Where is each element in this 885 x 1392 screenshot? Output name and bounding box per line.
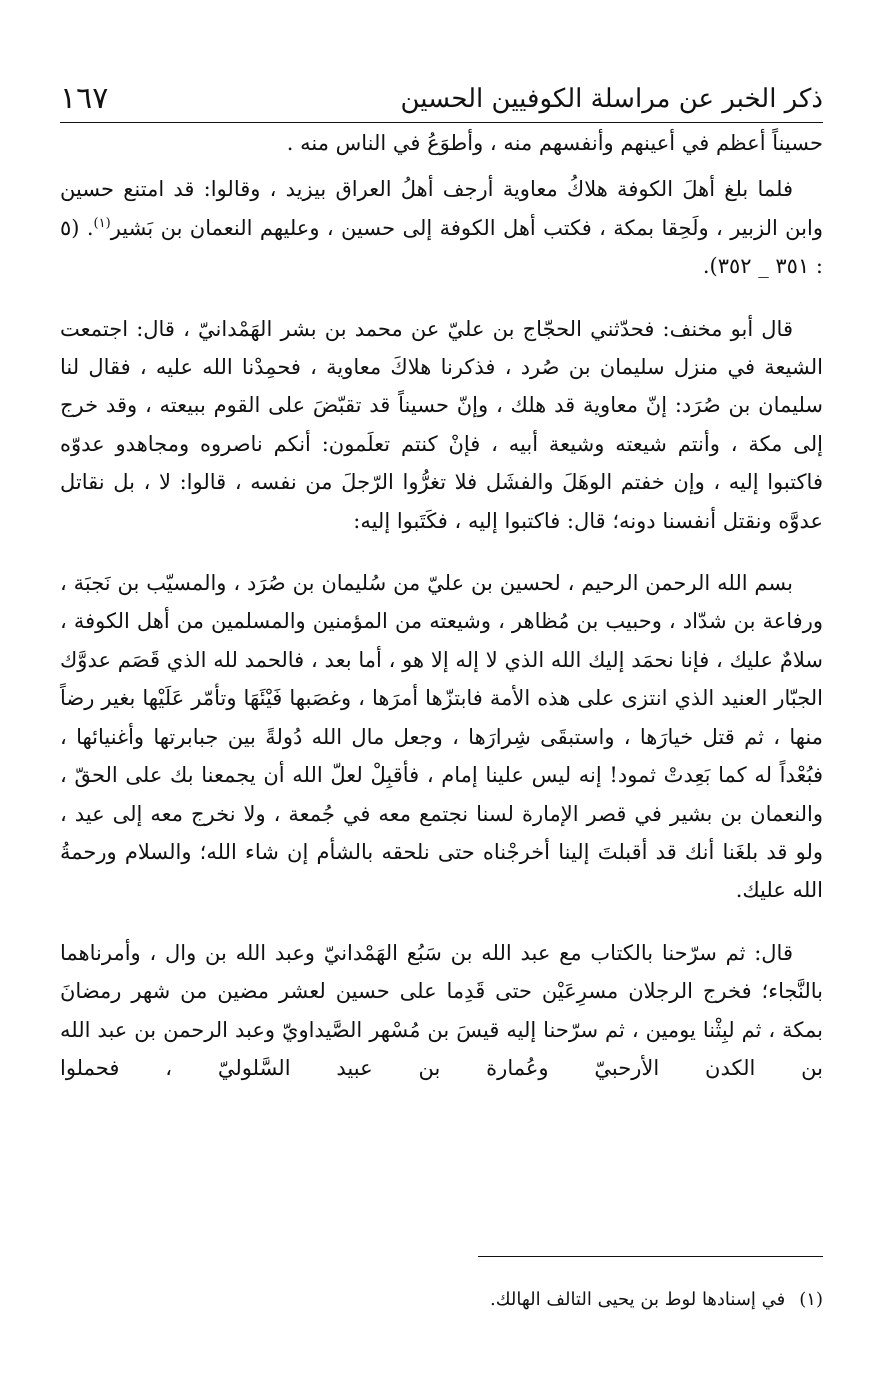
footnote-number: (١) — [799, 1289, 823, 1310]
footnote — [60, 1286, 823, 1314]
paragraph-3: قال أبو مخنف: فحدّثني الحجّاج بن عليّ عن محمد بن بشر الهَمْدانيّ ، قال: اجتمعت الشيعة في منزل سليمان بن صُرد ، فذكرنا هلاكَ معاوية ، فحمِدْنا الله عليه ، فقال لنا سليمان بن صُرَد: إنّ معاوية قد هلك ، وإنّ حسيناً قد تقبّضَ على القوم ببيعته ، وقد خرج إلى مكة ، وأنتم شيعته وشيعة أبيه ، فإنْ كنتم تعلَمون: أنكم ناصروه ومجاهدو عدوّه فاكتبوا إليه ، وإن خفتم الوهَلَ والفشَل فلا تغرُّوا الرّجلَ من نفسه ، قالوا: لا ، بل نقاتل عدوَّه ونقتل أنفسنا دونه؛ قال: فاكتبوا إليه ، فكَتَبوا إليه: — [60, 316, 823, 533]
page-number: ١٦٧ — [60, 81, 109, 116]
paragraph-1: حسيناً أعظم في أعينهم وأنفسهم منه ، وأطوَعُ في الناس منه . — [286, 131, 823, 155]
paragraph-2-text: فلما بلغ أهلَ الكوفة هلاكُ معاوية أرجف أهلُ العراق بيزيد ، وقالوا: قد امتنع حسين وابن الزبير ، ولَحِقا بمكة ، فكتب أهل الكوفة إلى حسين ، وعليهم النعمان بن بَشير — [60, 177, 823, 240]
running-title: ذكر الخبر عن مراسلة الكوفيين الحسين — [400, 84, 823, 114]
main-text — [60, 124, 823, 1087]
running-header — [60, 60, 823, 123]
paragraph-2-citation: . (٥ : ٣٥١ _ ٣٥٢). — [60, 215, 823, 279]
paragraph-5: قال: ثم سرّحنا بالكتاب مع عبد الله بن سَبُع الهَمْدانيّ وعبد الله بن وال ، وأمرناهما بالنَّجاء؛ فخرج الرجلان مسرِعَيْن حتى قَدِما على حسين لعشر مضين من شهر رمضانَ بمكة ، ثم لبِثْنا يومين ، ثم سرّحنا إليه قيسَ بن مُسْهر الصَّيداويّ وعبد الرحمن بن عبد الله بن الكدن الأرحبيّ وعُمارة بن عبيد السَّلوليّ ، فحملوا — [60, 940, 823, 1080]
book-page — [60, 60, 823, 1352]
footnote-separator — [478, 1256, 823, 1257]
paragraph-4-letter: بسم الله الرحمن الرحيم ، لحسين بن عليّ من سُليمان بن صُرَد ، والمسيّب بن نَجبَة ، ورفاعة بن شدّاد ، وحبيب بن مُظاهر ، وشيعته من المؤمنين والمسلمين من أهل الكوفة ، سلامٌ عليك ، فإنا نحمَد إليك الله الذي لا إله إلا هو ، أما بعد ، فالحمد لله الذي قَصَم عدوَّك الجبّار العنيد الذي انتزى على هذه الأمة فابتزّها أمرَها ، وغصَبها فَيْئَهَا وتأمّر عَلَيْها بغير رضاً منها ، ثم قتل خيارَها ، واستبقَى شِرارَها ، وجعل مال الله دُولةً بين جبابرتها وأغنيائها ، فبُعْداً له كما بَعِدتْ ثمود! إنه ليس علينا إمام ، فأقبِلْ لعلّ الله أن يجمعنا بك على الحقّ ، والنعمان بن بشير في قصر الإمارة لسنا نجتمع معه في جُمعة ، ولا نخرج معه إلى عيد ، ولو قد بلغَنا أنك قد أقبلتَ إلينا أخرجْناه حتى نلحقه بالشأم إن شاء الله؛ والسلام ورحمةُ الله عليك. — [60, 571, 823, 903]
footnote-reference: (١) — [93, 215, 111, 231]
paragraph-2 — [60, 170, 823, 285]
footnote-text: في إسنادها لوط بن يحيى التالف الهالك. — [489, 1289, 786, 1310]
